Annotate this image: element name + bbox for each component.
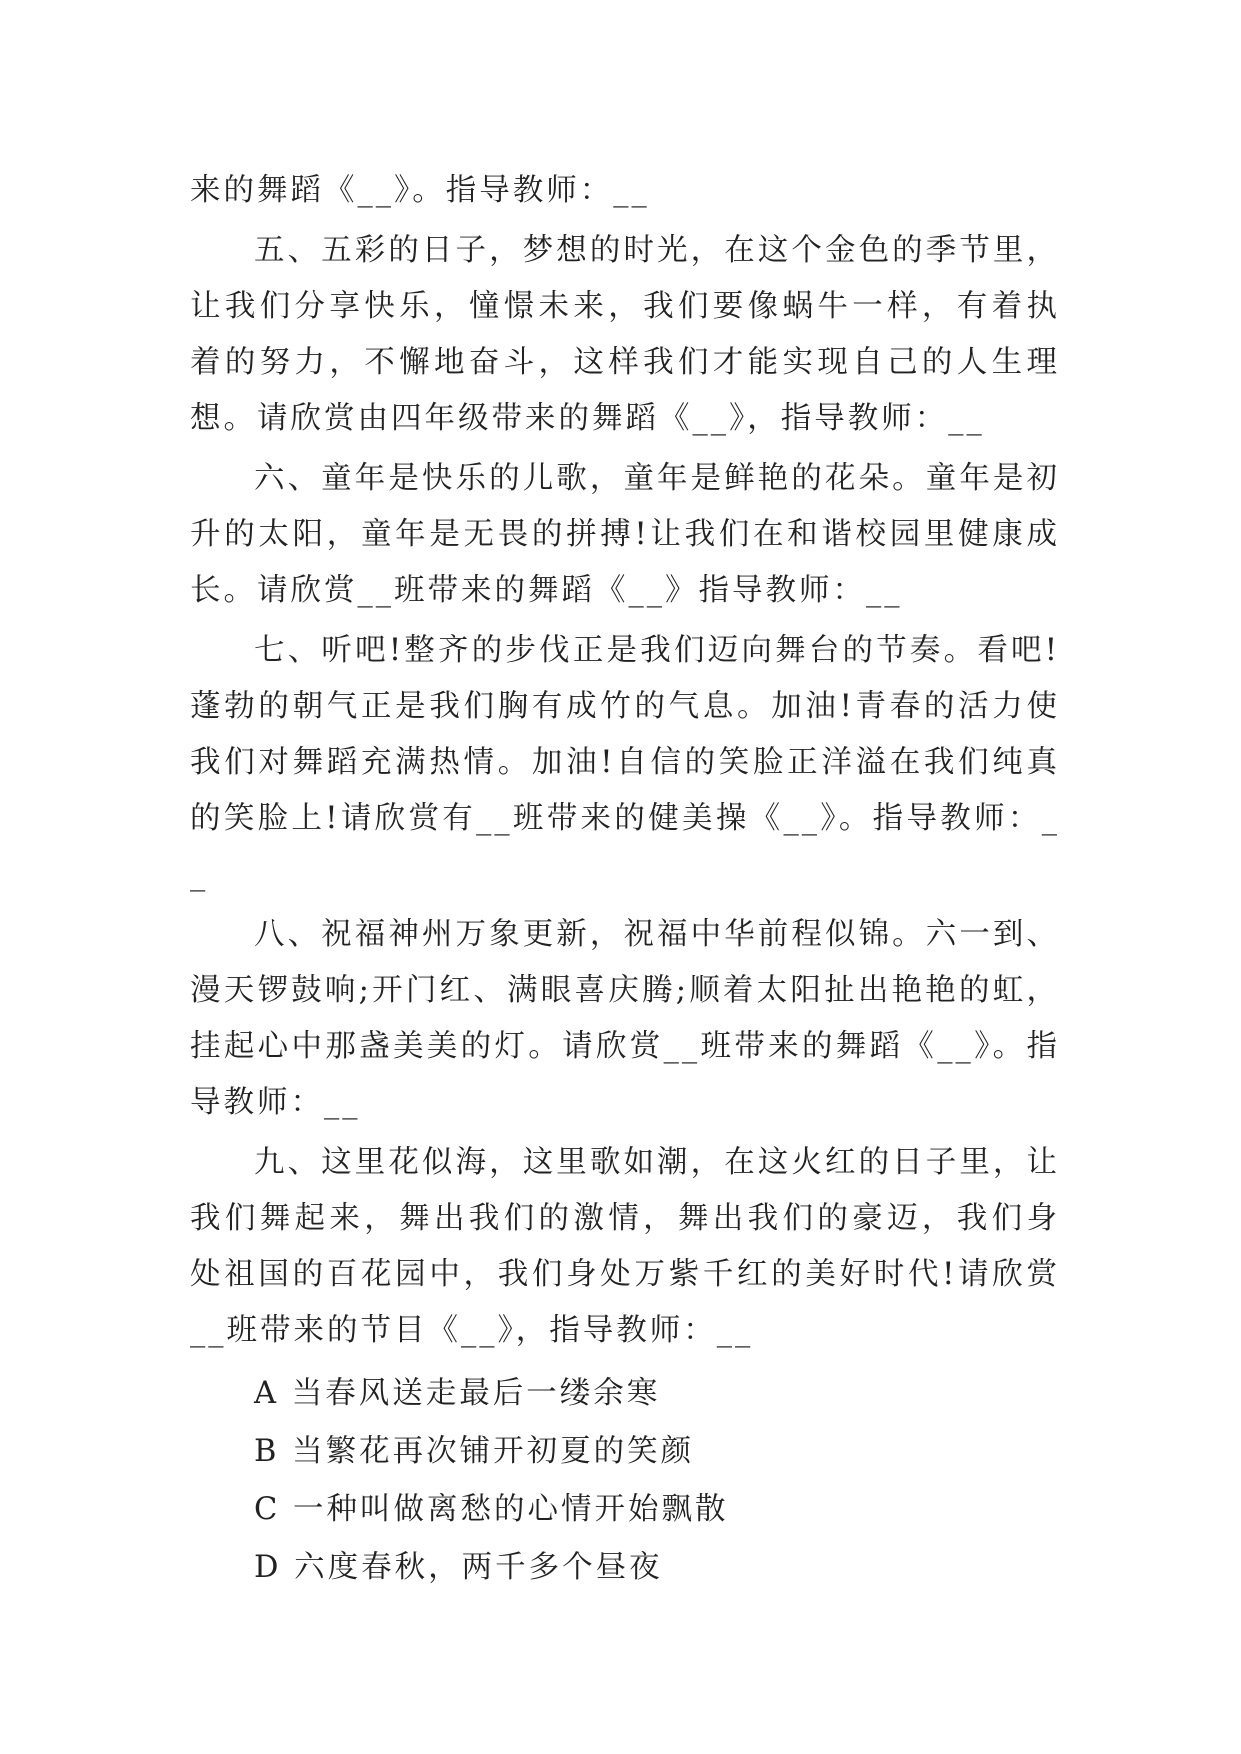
paragraph-program-9: 九、这里花似海，这里歌如潮，在这火红的日子里，让我们舞起来，舞出我们的激情，舞出我们的豪迈，我们身处祖国的百花园中，我们身处万紫千红的美好时代!请欣赏__班带来的节目《__》，指导教师：__ [190,1145,1060,1348]
paragraph-continuation: 来的舞蹈《__》。指导教师：__ [190,173,650,208]
document-body [190,163,1060,1597]
option-list [190,1365,1060,1597]
paragraph-program-8: 八、祝福神州万象更新，祝福中华前程似锦。六一到、漫天锣鼓响;开门红、满眼喜庆腾;顺着太阳扯出艳艳的虹，挂起心中那盏美美的灯。请欣赏__班带来的舞蹈《__》。指导教师：__ [190,917,1060,1120]
paragraph-program-5: 五、五彩的日子，梦想的时光，在这个金色的季节里，让我们分享快乐，憧憬未来，我们要像蜗牛一样，有着执着的努力，不懈地奋斗，这样我们才能实现自己的人生理想。请欣赏由四年级带来的舞蹈《__》，指导教师：__ [190,233,1060,436]
paragraph-program-6: 六、童年是快乐的儿歌，童年是鲜艳的花朵。童年是初升的太阳，童年是无畏的拼搏!让我们在和谐校园里健康成长。请欣赏__班带来的舞蹈《__》指导教师：__ [190,461,1060,608]
option-c: C 一种叫做离愁的心情开始飘散 [254,1492,729,1527]
option-b: B 当繁花再次铺开初夏的笑颜 [254,1434,695,1469]
option-a: A 当春风送走最后一缕余寒 [254,1376,661,1411]
paragraph-program-7: 七、听吧!整齐的步伐正是我们迈向舞台的节奏。看吧!蓬勃的朝气正是我们胸有成竹的气息。加油!青春的活力使我们对舞蹈充满热情。加油!自信的笑脸正洋溢在我们纯真的笑脸上!请欣赏有__班带来的健美操《__》。指导教师：__ [190,633,1060,892]
option-d: D 六度春秋，两千多个昼夜 [254,1550,663,1585]
